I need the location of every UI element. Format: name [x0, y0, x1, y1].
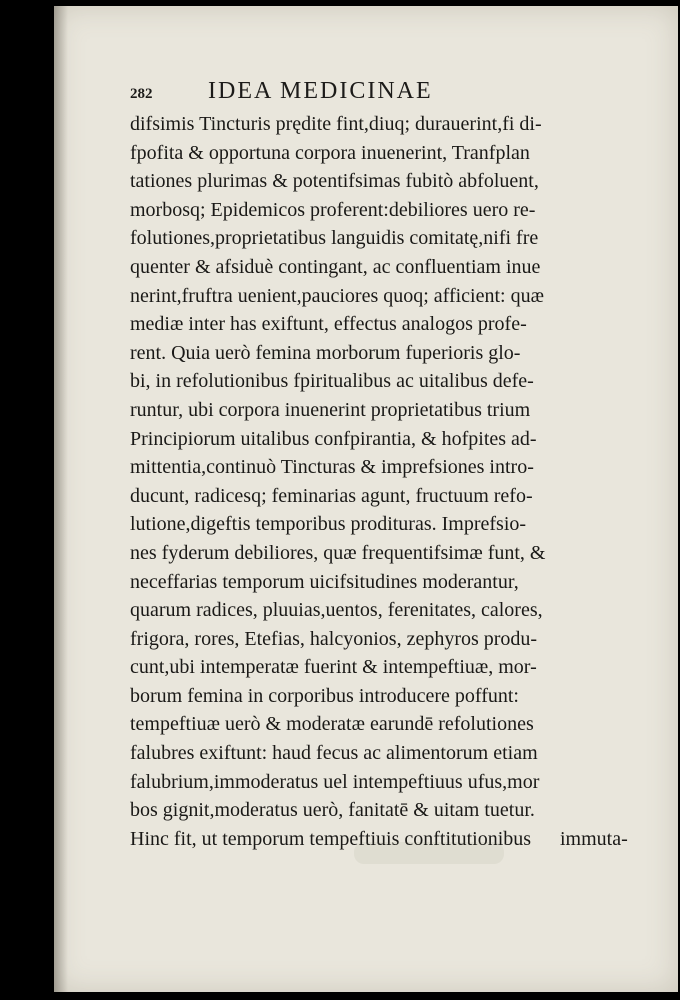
show-through-bleed [354, 842, 504, 864]
text-line: difsimis Tincturis prędite fint,diuq; durauerint,fi di- [130, 113, 542, 135]
text-line: lutione,digeftis temporibus prodituras. Imprefsio- [130, 513, 527, 536]
text-line: mediæ inter has exiftunt, effectus analogos profe- [130, 313, 527, 336]
text-line: fpofita & opportuna corpora inuenerint, Tranfplan [130, 141, 530, 164]
book-page [54, 6, 678, 992]
catchword: immuta- [560, 828, 628, 850]
text-line: nerint,fruftra uenient,pauciores quoq; afficient: quæ [130, 284, 544, 307]
text-line: falubrium,immoderatus uel intempeftiuus ufus,mor [130, 770, 540, 793]
text-line: frigora, rores, Etefias, halcyonios, zephyros produ- [130, 627, 538, 650]
text-line: cunt,ubi intemperatæ fuerint & intempeftiuæ, mor- [130, 656, 537, 679]
page-header [130, 78, 540, 108]
gutter-shadow [54, 6, 68, 992]
running-title: IDEA MEDICINAE [208, 78, 433, 104]
page-number: 282 [130, 86, 153, 102]
text-line: morbosq; Epidemicos proferent:debiliores uero re- [130, 198, 536, 221]
text-line: runtur, ubi corpora inuenerint proprietatibus trium [130, 398, 531, 421]
text-line: nes fyderum debiliores, quæ frequentifsimæ funt, & [130, 541, 546, 564]
text-line: mittentia,continuò Tincturas & imprefsiones intro- [130, 456, 534, 479]
text-line: Principiorum uitalibus confpirantia, & hofpites ad- [130, 427, 537, 450]
text-line: quenter & afsiduè contingant, ac confluentiam inue [130, 255, 541, 278]
text-line: bos gignit,moderatus uerò, fanitatē & uitam tuetur. [130, 799, 535, 822]
text-line: falubres exiftunt: haud fecus ac alimentorum etiam [130, 742, 538, 765]
text-line: Hinc fit, ut temporum tempeftiuis conftitutionibus [130, 827, 532, 850]
text-line: neceffarias temporum uicifsitudines moderantur, [130, 570, 519, 593]
text-line: rent. Quia uerò femina morborum fuperioris glo- [130, 341, 521, 364]
text-line: borum femina in corporibus introducere poffunt: [130, 684, 519, 707]
text-line: tempeftiuæ uerò & moderatæ earundē refolutiones [130, 713, 534, 736]
text-line: folutiones,proprietatibus languidis comitatę,nifi fre [130, 227, 539, 250]
text-line: bi, in refolutionibus fpiritualibus ac uitalibus defe- [130, 370, 534, 393]
text-line: ducunt, radicesq; feminarias agunt, fructuum refo- [130, 484, 533, 507]
text-line: tationes plurimas & potentifsimas fubitò abfoluent, [130, 170, 539, 193]
text-line: quarum radices, pluuias,uentos, ferenitates, calores, [130, 599, 543, 622]
body-text [130, 110, 660, 853]
